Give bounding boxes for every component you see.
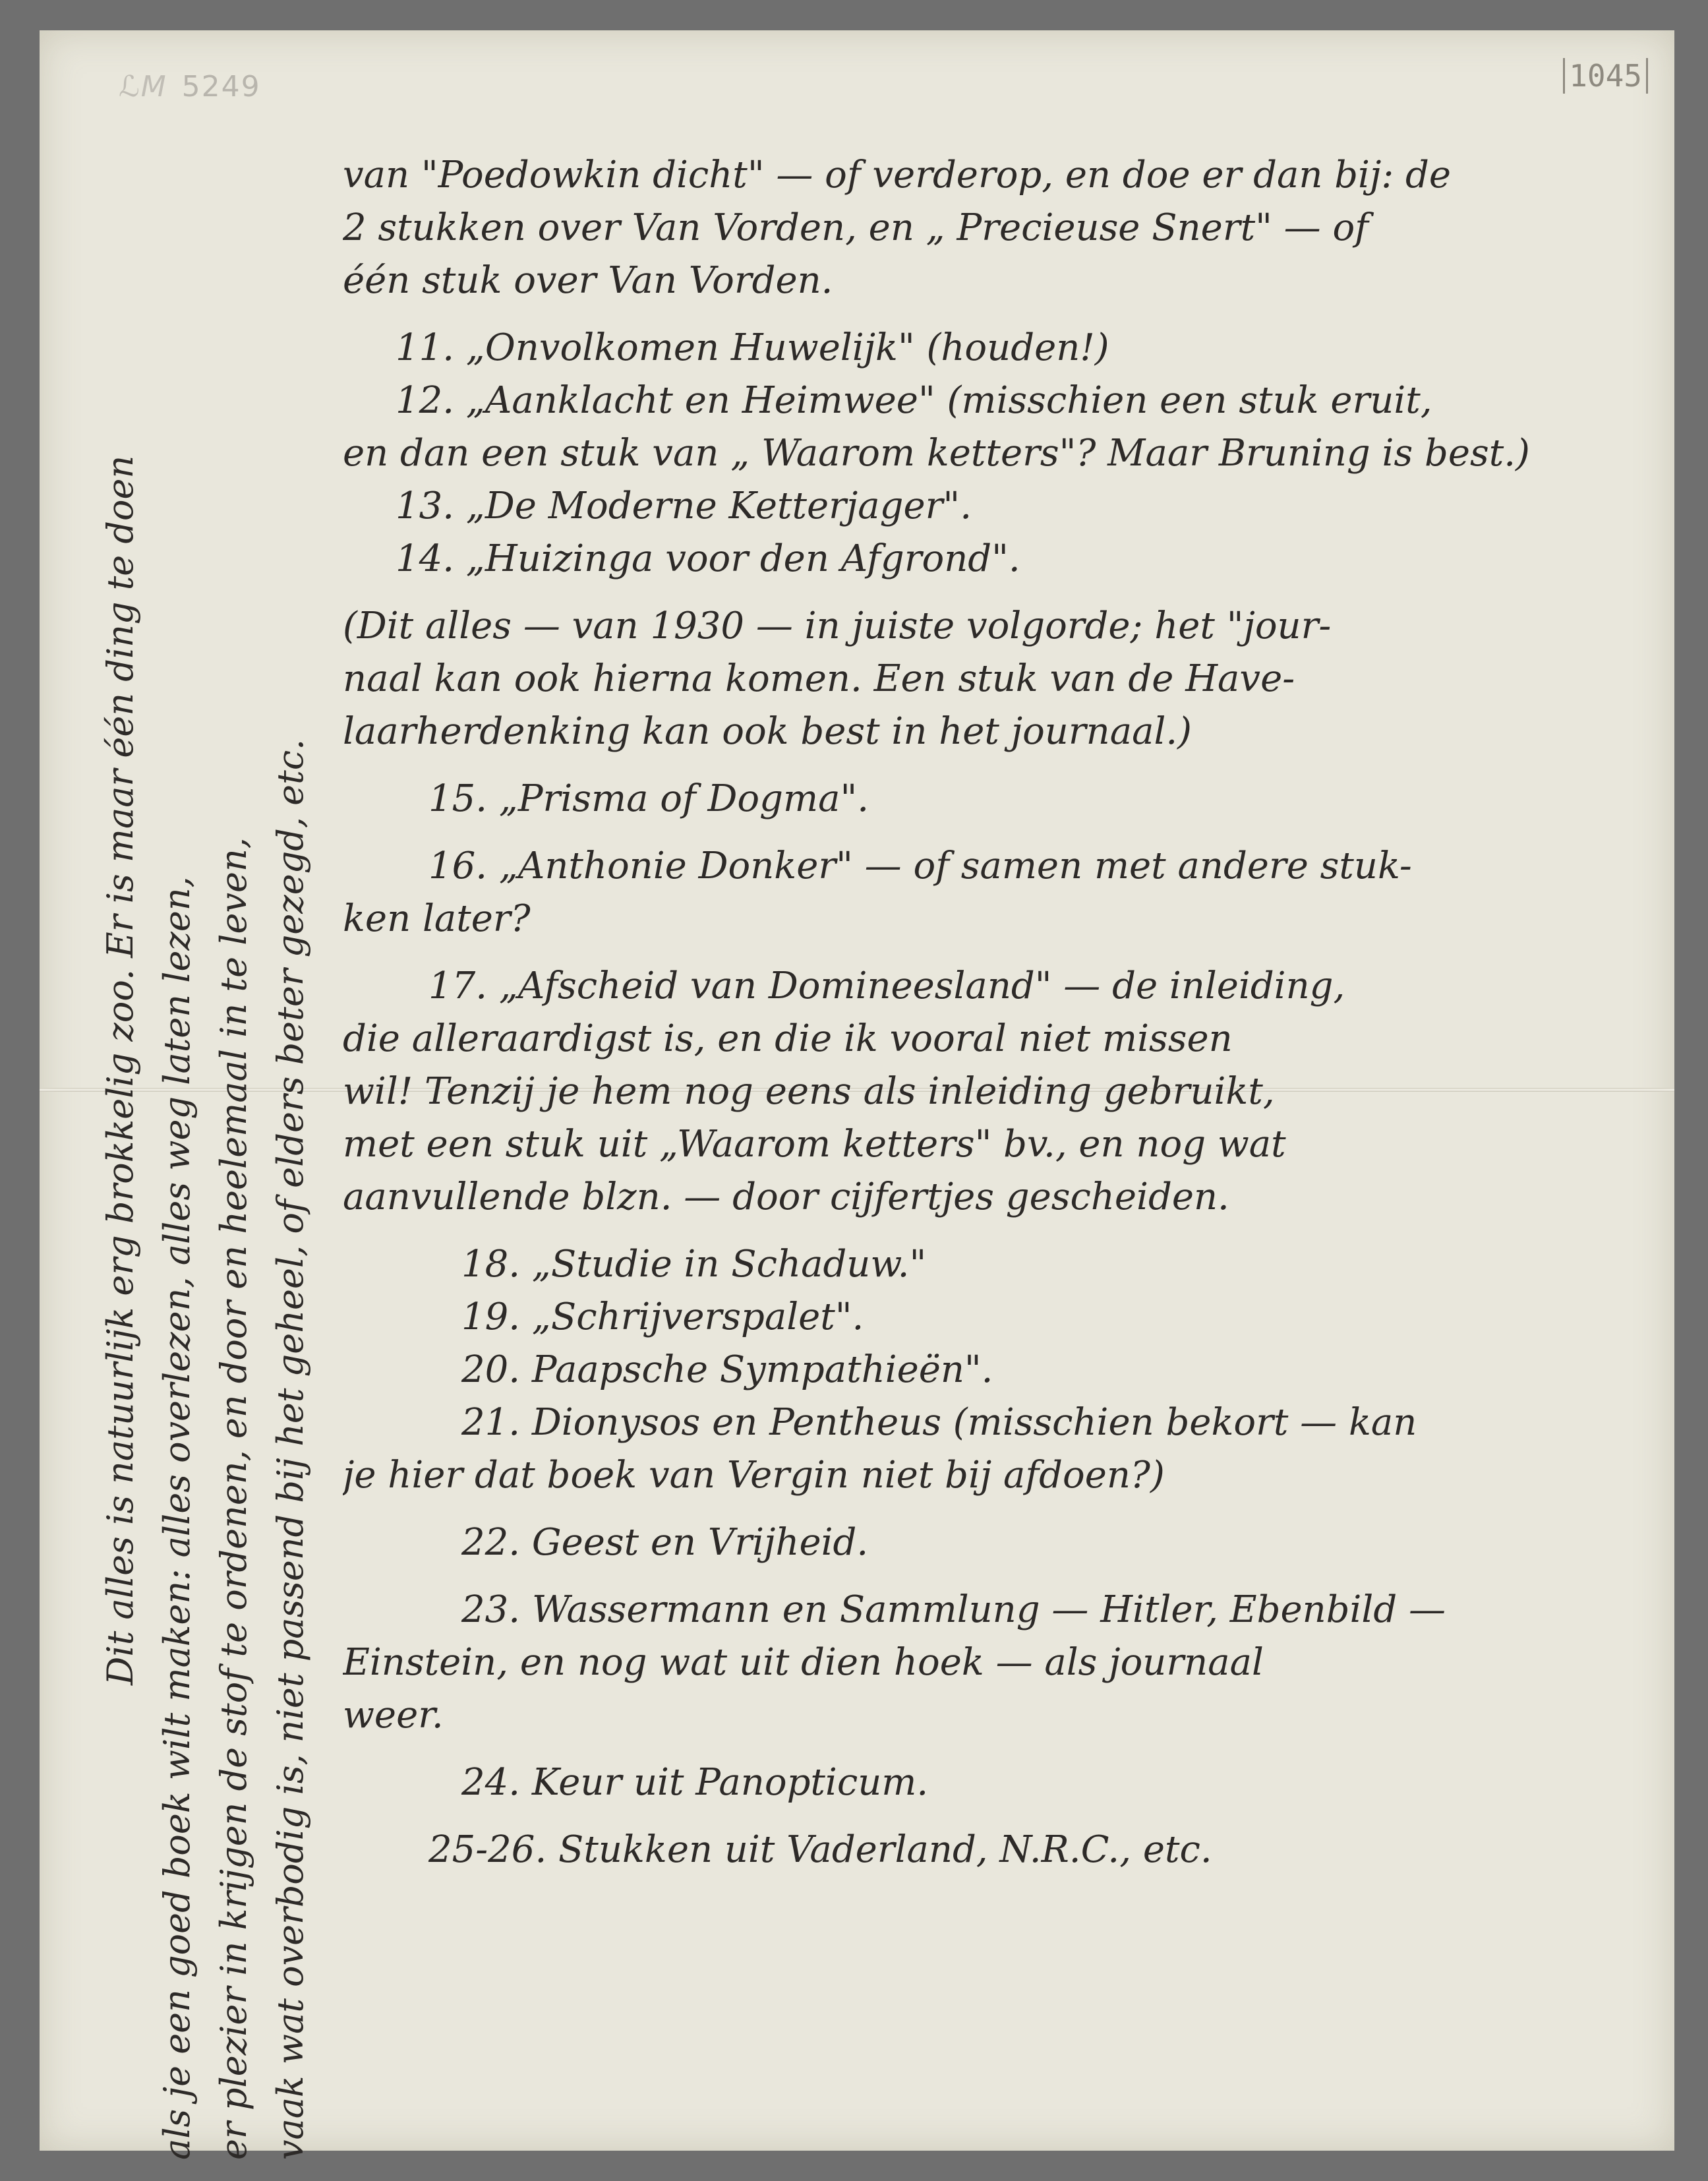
archive-logo-icon: ℒM (119, 70, 167, 104)
text-line: met een stuk uit „Waarom ketters" bv., en nog wat (343, 1123, 1286, 1166)
text-line: je hier dat boek van Vergin niet bij afdoen?) (343, 1454, 1165, 1497)
list-item-19: 19. „Schrijverspalet". (461, 1296, 864, 1338)
list-item-12: 12. „Aanklacht en Heimwee" (misschien een stuk eruit, (396, 379, 1432, 422)
list-item-13: 13. „De Moderne Ketterjager". (396, 485, 972, 527)
list-item-18: 18. „Studie in Schaduw." (461, 1243, 927, 1286)
text-line: wil! Tenzij je hem nog eens als inleiding gebruikt, (343, 1070, 1275, 1113)
letter-sheet (40, 30, 1674, 2160)
margin-line: er plezier in krijgen de stof te ordenen, en door en heelemaal in te leven, (213, 837, 254, 2160)
text-line: laarherdenking kan ook best in het journaal.) (343, 710, 1193, 753)
list-item-24: 24. Keur uit Panopticum. (461, 1761, 929, 1804)
letter-body (343, 149, 1668, 1876)
text-line: (Dit alles — van 1930 — in juiste volgorde; het "jour- (343, 605, 1332, 647)
list-item-25-26: 25-26. Stukken uit Vaderland, N.R.C., etc. (428, 1828, 1212, 1871)
list-item-22: 22. Geest en Vrijheid. (461, 1521, 869, 1564)
list-item-14: 14. „Huizinga voor den Afgrond". (396, 537, 1020, 580)
text-line: aanvullende blzn. — door cijfertjes gescheiden. (343, 1176, 1229, 1218)
list-item-15: 15. „Prisma of Dogma". (428, 777, 869, 820)
text-line: 2 stukken over Van Vorden, en „ Precieuse Snert" — of (343, 206, 1369, 249)
text-line: van "Poedowkin dicht" — of verderop, en doe er dan bij: de (343, 154, 1451, 196)
text-line: Einstein, en nog wat uit dien hoek — als journaal (343, 1641, 1264, 1684)
list-item-21: 21. Dionysos en Pentheus (misschien bekort — kan (461, 1401, 1417, 1444)
margin-line: vaak wat overbodig is, niet passend bij het geheel, of elders beter gezegd, etc. (270, 738, 311, 2160)
list-item-16: 16. „Anthonie Donker" — of samen met andere stuk- (428, 845, 1412, 887)
page-number: 1045 (1563, 58, 1648, 94)
text-line: die alleraardigst is, en die ik vooral niet missen (343, 1017, 1233, 1060)
list-item-23: 23. Wassermann en Sammlung — Hitler, Ebenbild — (461, 1588, 1446, 1631)
margin-note (92, 116, 319, 2160)
text-line: en dan een stuk van „ Waarom ketters"? Maar Bruning is best.) (343, 432, 1530, 475)
text-line: weer. (343, 1694, 444, 1737)
list-item-20: 20. Paapsche Sympathieën". (461, 1348, 993, 1391)
margin-line: Dit alles is natuurlijk erg brokkelig zoo. Er is maar één ding te doen (100, 455, 141, 1685)
archive-stamp (119, 70, 261, 104)
list-item-11: 11. „Onvolkomen Huwelijk" (houden!) (396, 326, 1109, 369)
margin-line: als je een goed boek wilt maken: alles overlezen, alles weg laten lezen, (156, 876, 198, 2160)
list-item-17: 17. „Afscheid van Domineesland" — de inleiding, (428, 965, 1345, 1007)
text-line: ken later? (343, 897, 531, 940)
text-line: naal kan ook hierna komen. Een stuk van de Have- (343, 657, 1295, 700)
archive-number: 5249 (181, 70, 261, 104)
text-line: één stuk over Van Vorden. (343, 259, 833, 302)
